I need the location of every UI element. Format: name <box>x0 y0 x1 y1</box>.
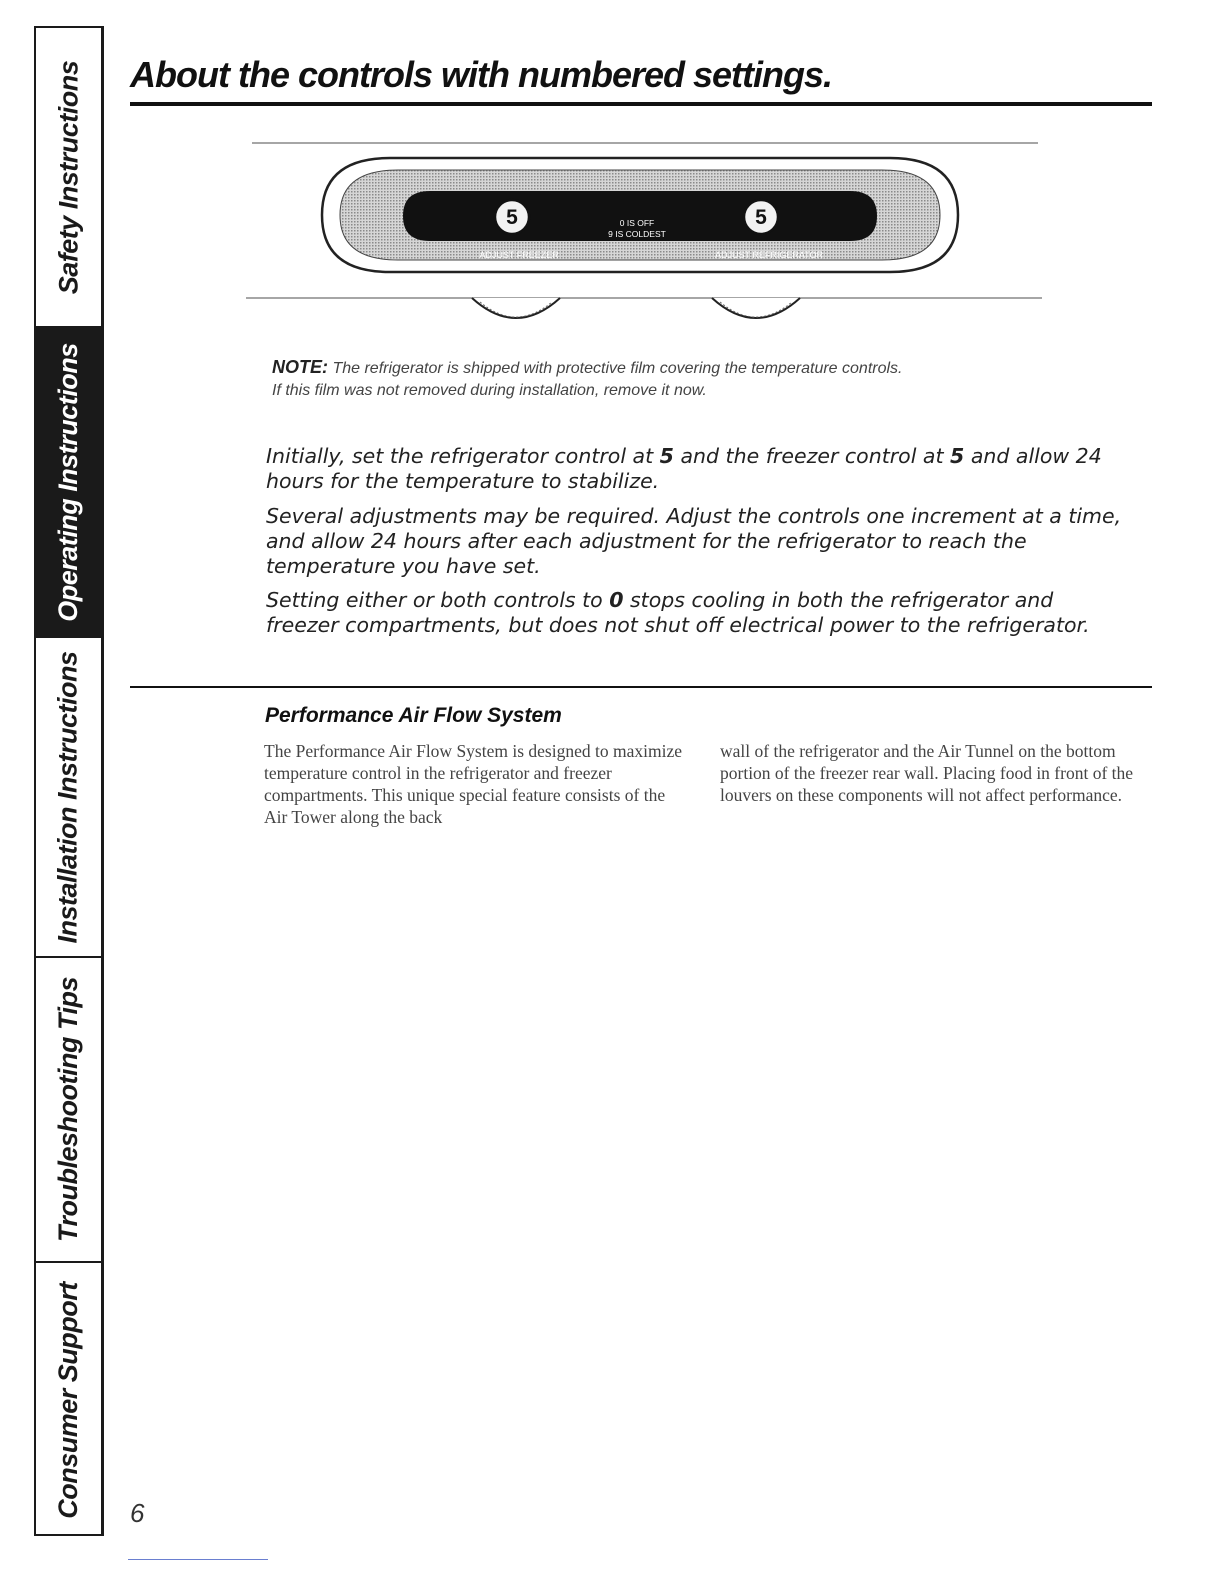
control-panel-diagram <box>240 140 1050 355</box>
text-span: Initially, set the refrigerator control at <box>266 444 660 468</box>
footer-line <box>128 1559 268 1560</box>
text-span: and the freezer control at <box>673 444 951 468</box>
freezer-knob <box>472 298 560 318</box>
airflow-text-column-2: wall of the refrigerator and the Air Tunnel on the bottom portion of the freezer rear wall. Placing food in front of the louvers on these components will not affect performance. <box>720 741 1134 805</box>
scale-note-coldest: 9 IS COLDEST <box>608 229 666 239</box>
adjust-freezer-label: ADJUST FREEZER <box>479 250 559 260</box>
freezer-initial-value: 5 <box>950 444 965 468</box>
off-setting-value: 0 <box>609 588 624 612</box>
section-heading: Performance Air Flow System <box>265 704 562 727</box>
section-tabs <box>34 26 104 1536</box>
note-label: NOTE: <box>272 357 328 377</box>
title-divider <box>130 102 1152 106</box>
text-span: Setting either or both controls to <box>266 588 610 612</box>
tab-safety-instructions[interactable] <box>36 28 101 328</box>
refrigerator-setting-value: 5 <box>755 206 767 229</box>
tab-label: Consumer Support <box>53 1282 84 1519</box>
note-line-1: The refrigerator is shipped with protective film covering the temperature controls. <box>332 360 903 377</box>
freezer-setting-value: 5 <box>506 206 518 229</box>
tab-consumer-support[interactable] <box>36 1263 101 1538</box>
tab-label: Operating Instructions <box>53 342 83 622</box>
adjust-refrigerator-label: ADJUST REFRIGERATOR <box>714 250 824 260</box>
adjustments-paragraph: Several adjustments may be required. Adjust the controls one increment at a time, and allow 24 hours after each adjustment for the refrigerator to reach the temperature you have set. <box>266 504 1122 578</box>
section-divider <box>130 686 1152 688</box>
text-span: stops cooling in both the refrigerator and freezer compartments, but does not shut off electrical power to the refrigerator. <box>266 588 1090 637</box>
zero-setting-paragraph <box>266 588 1126 638</box>
tab-label: Installation Instructions <box>53 650 83 944</box>
initial-setting-paragraph <box>266 444 1126 494</box>
tab-installation-instructions[interactable] <box>36 638 101 958</box>
page-title: About the controls with numbered settings. <box>130 54 833 95</box>
tab-label: Troubleshooting Tips <box>53 977 83 1242</box>
refrigerator-knob <box>712 298 800 318</box>
refrigerator-initial-value: 5 <box>659 444 674 468</box>
tab-label: Safety Instructions <box>53 60 83 294</box>
text-span: and allow 24 hours for the temperature to stabilize. <box>266 444 1102 493</box>
protective-film-note <box>272 356 1052 402</box>
scale-note-off: 0 IS OFF <box>619 218 655 228</box>
page-number: 6 <box>130 1498 145 1528</box>
tab-troubleshooting-tips[interactable] <box>36 958 101 1263</box>
airflow-text-column-1: The Performance Air Flow System is designed to maximize temperature control in the refrigerator and freezer compartments. This unique special feature consists of the Air Tower along the back <box>264 741 682 827</box>
note-line-2: If this film was not removed during installation, remove it now. <box>272 382 707 399</box>
tab-operating-instructions[interactable] <box>36 328 101 638</box>
